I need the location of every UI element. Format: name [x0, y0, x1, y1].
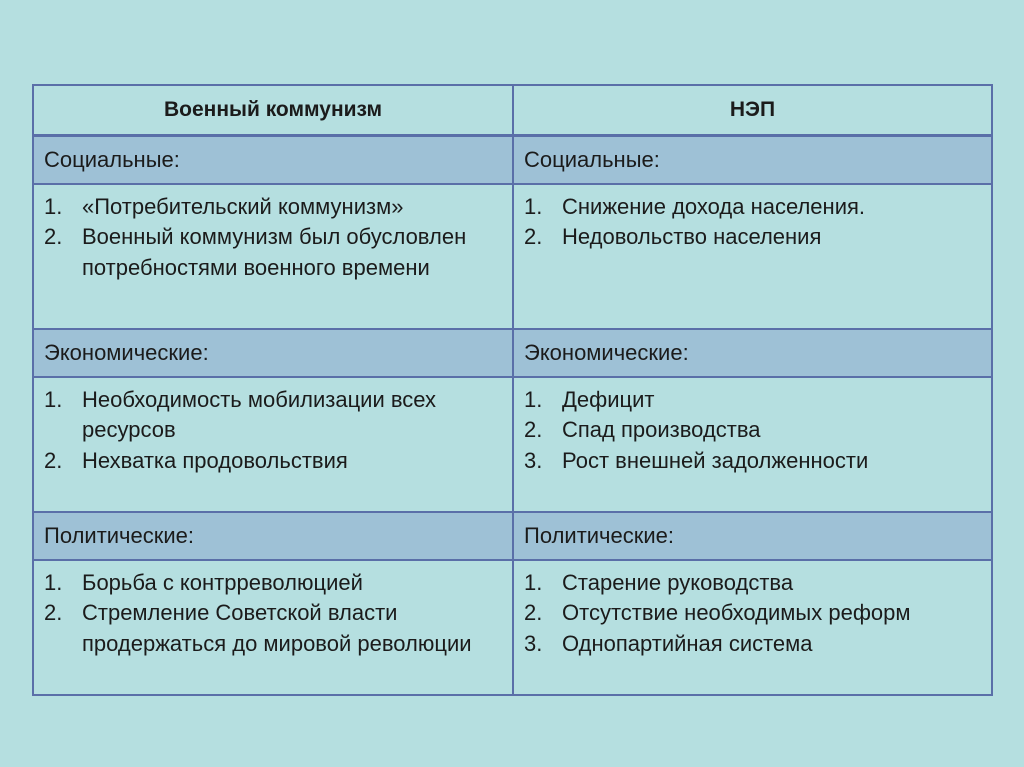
section-row-economic — [33, 329, 992, 377]
list-item — [44, 222, 506, 283]
items-cell-left — [33, 184, 513, 329]
list-item-text: «Потребительский коммунизм» — [82, 193, 404, 219]
list-item — [44, 598, 506, 659]
list-item — [524, 446, 985, 477]
list-item — [44, 385, 506, 446]
list-item — [524, 598, 985, 629]
list-number: 1. — [524, 569, 543, 595]
items-row-economic — [33, 377, 992, 512]
header-nep: НЭП — [513, 85, 992, 136]
list-number: 1. — [44, 193, 63, 219]
section-row-social — [33, 136, 992, 184]
list-number: 2. — [44, 447, 63, 473]
list-number: 1. — [44, 569, 63, 595]
list-number: 2. — [524, 600, 543, 625]
list-item — [524, 568, 985, 599]
section-title-left: Экономические: — [33, 329, 513, 377]
items-row-social — [33, 184, 992, 329]
numbered-list — [524, 385, 985, 477]
items-cell-right — [513, 184, 992, 329]
list-item — [524, 629, 985, 660]
section-title-right: Социальные: — [513, 136, 992, 184]
list-item — [44, 568, 506, 599]
list-item-text: Недовольство населения — [562, 224, 822, 249]
list-number: 3. — [524, 630, 543, 656]
list-item-text: Стремление Советской власти продержаться до мировой революции — [82, 600, 472, 656]
section-title-right: Политические: — [513, 512, 992, 560]
section-title-left: Социальные: — [33, 136, 513, 184]
numbered-list — [44, 568, 506, 660]
items-row-political — [33, 560, 992, 695]
list-item-text: Снижение дохода населения. — [562, 193, 866, 219]
list-number: 1. — [524, 193, 543, 219]
numbered-list — [524, 568, 985, 660]
items-cell-left — [33, 377, 513, 512]
list-number: 2. — [44, 224, 63, 249]
list-item-text: Военный коммунизм был обусловлен потребностями военного времени — [82, 224, 467, 280]
list-number: 2. — [524, 417, 543, 442]
section-title-right: Экономические: — [513, 329, 992, 377]
numbered-list — [44, 385, 506, 477]
header-row — [33, 85, 992, 136]
numbered-list — [524, 192, 985, 253]
list-number: 3. — [524, 447, 543, 473]
header-war-communism: Военный коммунизм — [33, 85, 513, 136]
numbered-list — [44, 192, 506, 284]
list-item-text: Спад производства — [562, 417, 761, 442]
list-item-text: Дефицит — [562, 386, 655, 412]
list-item-text: Старение руководства — [562, 569, 794, 595]
list-item — [44, 192, 506, 223]
list-item-text: Отсутствие необходимых реформ — [562, 600, 911, 625]
list-item-text: Однопартийная система — [562, 630, 813, 656]
list-number: 2. — [524, 224, 543, 249]
list-item — [524, 385, 985, 416]
list-number: 1. — [44, 386, 63, 412]
list-item-text: Нехватка продовольствия — [82, 447, 348, 473]
list-item — [524, 192, 985, 223]
items-cell-right — [513, 377, 992, 512]
list-item-text: Рост внешней задолженности — [562, 447, 869, 473]
items-cell-left — [33, 560, 513, 695]
list-item — [524, 222, 985, 253]
section-row-political — [33, 512, 992, 560]
list-item-text: Необходимость мобилизации всех ресурсов — [82, 386, 437, 442]
list-item-text: Борьба с контрреволюцией — [82, 569, 363, 595]
list-item — [44, 446, 506, 477]
items-cell-right — [513, 560, 992, 695]
section-title-left: Политические: — [33, 512, 513, 560]
comparison-table — [32, 84, 993, 696]
list-number: 2. — [44, 600, 63, 625]
list-item — [524, 415, 985, 446]
list-number: 1. — [524, 386, 543, 412]
